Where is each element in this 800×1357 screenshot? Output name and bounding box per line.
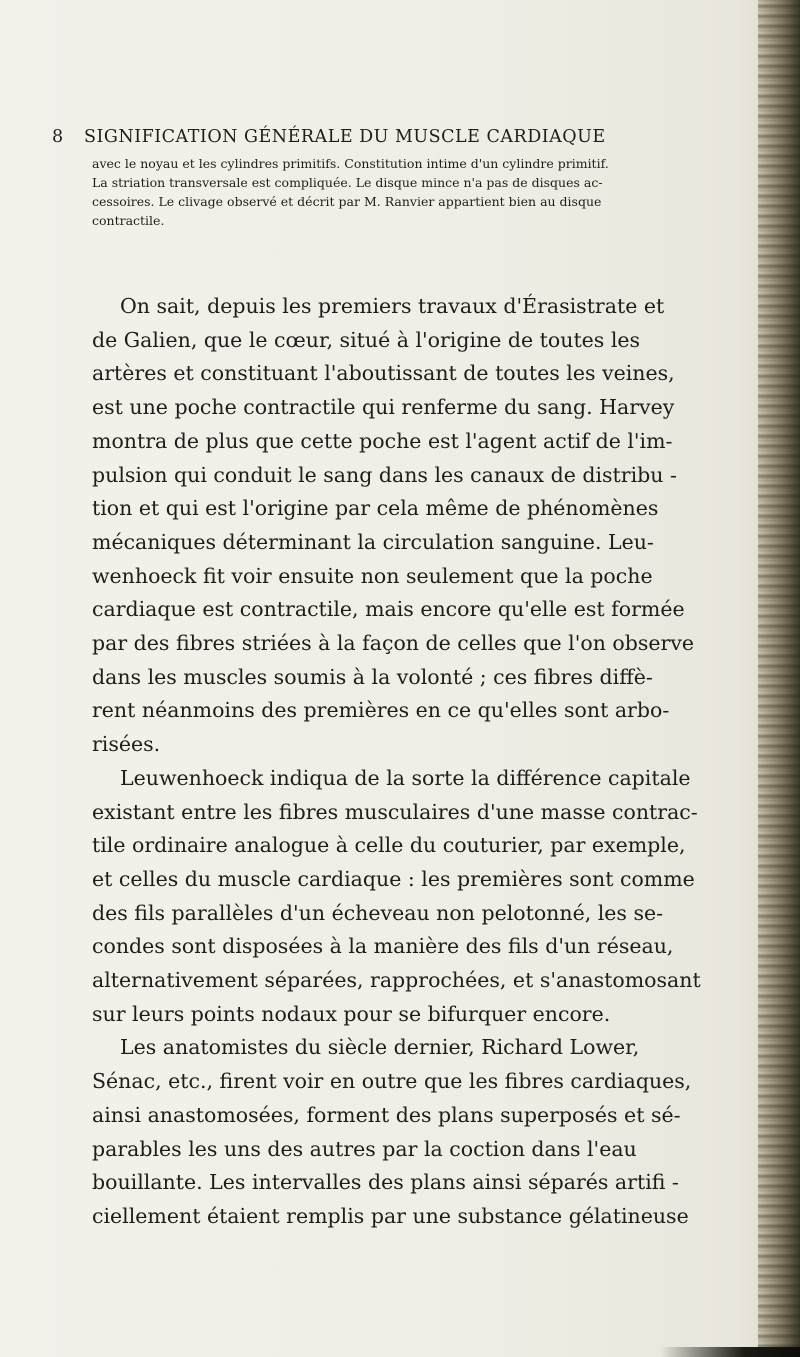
body-line: de Galien, que le cœur, situé à l'origine de toutes les bbox=[92, 327, 641, 352]
body-line: est une poche contractile qui renferme du sang. Harvey bbox=[92, 395, 675, 420]
body-line: artères et constituant l'aboutissant de toutes les veines, bbox=[92, 361, 675, 386]
body-line: wenhoeck fit voir ensuite non seulement que la poche bbox=[92, 563, 653, 588]
body-line: ciellement étaient remplis par une substance gélatineuse bbox=[92, 1203, 689, 1228]
footnote-line: La striation transversale est compliquée. Le disque mince n'a pas de disques ac- bbox=[92, 175, 603, 190]
body-line: sur leurs points nodaux pour se bifurquer encore. bbox=[92, 1001, 611, 1026]
body-line: Leuwenhoeck indiqua de la sorte la différence capitale bbox=[120, 765, 691, 790]
page-number: 8 bbox=[52, 127, 64, 147]
body-line: mécaniques déterminant la circulation sanguine. Leu- bbox=[92, 529, 654, 554]
body-line: pulsion qui conduit le sang dans les canaux de distribu - bbox=[92, 462, 677, 487]
body-line: et celles du muscle cardiaque : les premières sont comme bbox=[92, 866, 695, 891]
footnote bbox=[92, 154, 732, 230]
page-edge-shadow bbox=[758, 0, 800, 1357]
body-line: existant entre les fibres musculaires d'une masse contrac- bbox=[92, 799, 698, 824]
body-line: Les anatomistes du siècle dernier, Richard Lower, bbox=[120, 1035, 640, 1060]
body-line: des fils parallèles d'un écheveau non pelotonné, les se- bbox=[92, 900, 664, 925]
footnote-line: cessoires. Le clivage observé et décrit par M. Ranvier appartient bien au disque bbox=[92, 194, 602, 209]
body-line: cardiaque est contractile, mais encore qu'elle est formée bbox=[92, 597, 685, 622]
body-line: parables les uns des autres par la coction dans l'eau bbox=[92, 1136, 637, 1161]
body-line: ainsi anastomosées, forment des plans superposés et sé- bbox=[92, 1102, 681, 1127]
body-line: condes sont disposées à la manière des fils d'un réseau, bbox=[92, 934, 674, 959]
footnote-line: contractile. bbox=[92, 213, 165, 228]
body-line: Sénac, etc., firent voir en outre que les fibres cardiaques, bbox=[92, 1069, 692, 1094]
body-line: tile ordinaire analogue à celle du couturier, par exemple, bbox=[92, 833, 686, 858]
footnote-line: avec le noyau et les cylindres primitifs. Constitution intime d'un cylindre primitif. bbox=[92, 156, 609, 171]
body-line: risées. bbox=[92, 732, 161, 757]
body-line: alternativement séparées, rapprochées, et s'anastomosant bbox=[92, 968, 701, 993]
body-line: dans les muscles soumis à la volonté ; ces fibres diffè- bbox=[92, 664, 653, 689]
page-corner-shadow bbox=[660, 1347, 800, 1357]
body-text bbox=[92, 290, 732, 1234]
body-line: bouillante. Les intervalles des plans ainsi séparés artifi - bbox=[92, 1170, 679, 1195]
body-line: On sait, depuis les premiers travaux d'Érasistrate et bbox=[120, 294, 665, 318]
body-line: rent néanmoins des premières en ce qu'elles sont arbo- bbox=[92, 698, 670, 723]
body-line: tion et qui est l'origine par cela même de phénomènes bbox=[92, 496, 659, 521]
body-line: par des fibres striées à la façon de celles que l'on observe bbox=[92, 631, 695, 656]
body-line: montra de plus que cette poche est l'agent actif de l'im- bbox=[92, 428, 673, 453]
running-title: SIGNIFICATION GÉNÉRALE DU MUSCLE CARDIAQUE bbox=[84, 127, 606, 147]
